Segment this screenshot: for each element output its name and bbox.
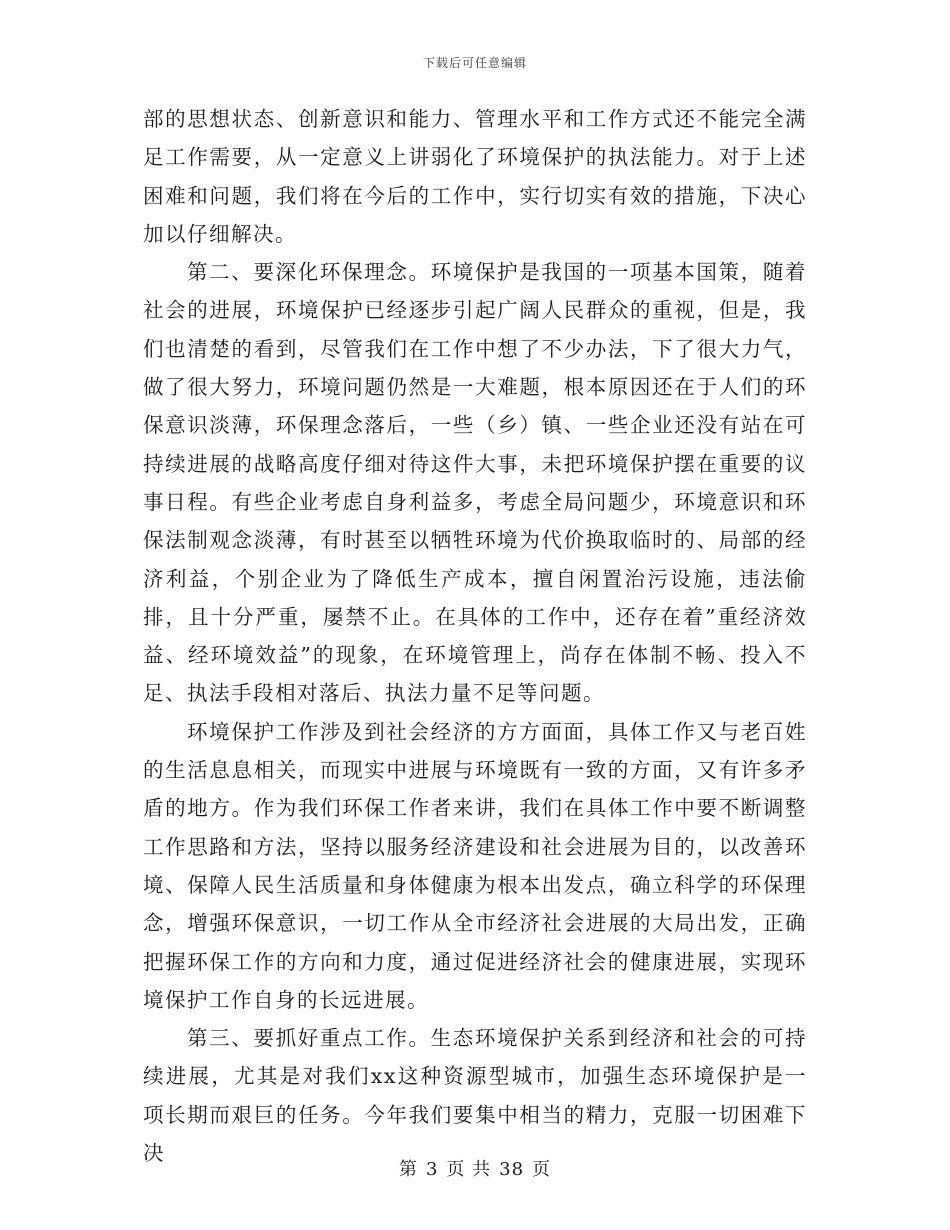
paragraph-4: 第三、要抓好重点工作。生态环境保护关系到经济和社会的可持续进展，尤其是对我们xx这种资源型城市，加强生态环境保护是一项长期而艰巨的任务。今年我们要集中相当的精力，克服一切困难下决 [143,1026,807,1166]
page-footer [0,1155,950,1181]
footer-prefix: 第 [398,1159,418,1180]
footer-total-pages: 38 [499,1159,525,1180]
footer-suffix: 页 [532,1159,552,1180]
paragraph-1: 部的思想状态、创新意识和能力、管理水平和工作方式还不能完全满足工作需要，从一定意义上讲弱化了环境保护的执法能力。对于上述困难和问题，我们将在今后的工作中，实行切实有效的措施，下决心加以仔细解决。 [143,107,807,246]
footer-page-number: 3 [425,1159,439,1180]
paragraph-2: 第二、要深化环保理念。环境保护是我国的一项基本国策，随着社会的进展，环境保护已经逐步引起广阔人民群众的重视，但是，我们也清楚的看到，尽管我们在工作中想了不少办法，下了很大力气，做了很大努力，环境问题仍然是一大难题，根本原因还在于人们的环保意识淡薄，环保理念落后，一些（乡）镇、一些企业还没有站在可持续进展的战略高度仔细对待这件大事，未把环境保护摆在重要的议事日程。有些企业考虑自身利益多，考虑全局问题少，环境意识和环保法制观念淡薄，有时甚至以牺牲环境为代价换取临时的、局部的经济利益，个别企业为了降低生产成本，擅自闲置治污设施，违法偷排，且十分严重，屡禁不止。在具体的工作中，还存在着”重经济效益、经环境效益”的现象，在环境管理上，尚存在体制不畅、投入不足、执法手段相对落后、执法力量不足等问题。 [143,260,807,706]
page-header: 下载后可任意编辑 [422,56,527,70]
footer-middle: 页 共 [446,1159,492,1180]
document-body [143,100,807,1172]
paragraph-3: 环境保护工作涉及到社会经济的方方面面，具体工作又与老百姓的生活息息相关，而现实中进展与环境既有一致的方面，又有许多矛盾的地方。作为我们环保工作者来讲，我们在具体工作中要不断调整工作思路和方法，坚持以服务经济建设和社会进展为目的，以改善环境、保障人民生活质量和身体健康为根本出发点，确立科学的环保理念，增强环保意识，一切工作从全市经济社会进展的大局出发，正确把握环保工作的方向和力度，通过促进经济社会的健康进展，实现环境保护工作自身的长远进展。 [143,719,807,1012]
